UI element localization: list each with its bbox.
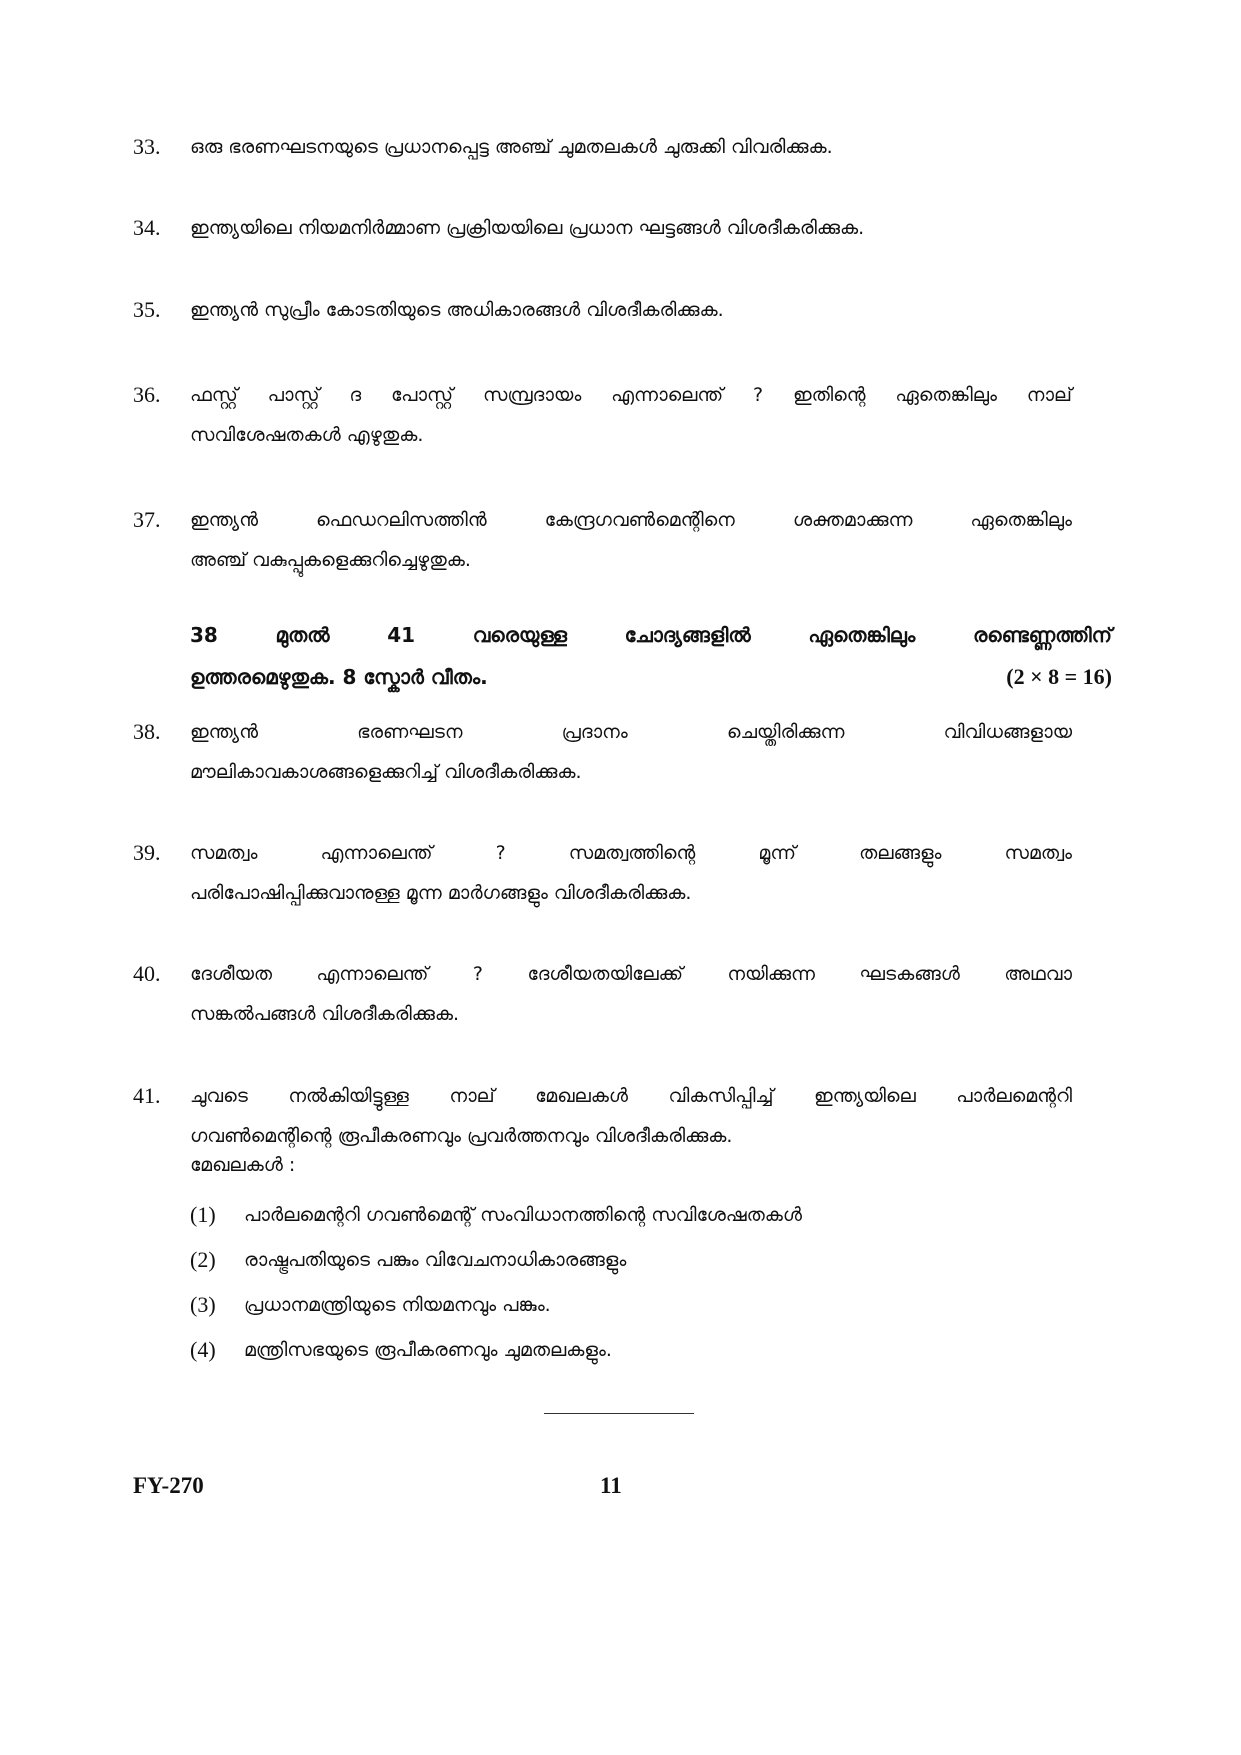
question-number: 36.	[133, 382, 161, 407]
paper-code: FY-270	[133, 1473, 204, 1498]
question-line: സവിശേഷതകൾ എഴുതുക.	[190, 424, 424, 446]
field-text: രാഷ്ട്രപതിയുടെ പങ്കും വിവേചനാധികാരങ്ങളും	[244, 1249, 627, 1271]
field-text: പ്രധാനമന്ത്രിയുടെ നിയമനവും പങ്കും.	[244, 1294, 551, 1316]
question-text	[190, 375, 1072, 455]
question-text	[190, 1076, 1072, 1156]
question-number: 41.	[133, 1083, 161, 1108]
field-number: (2)	[190, 1247, 216, 1272]
question-line: ഇന്ത്യൻ ഫെഡറലിസത്തിൻ കേന്ദ്രഗവൺമെന്റിനെ ശക്തമാക്കുന്ന ഏതെങ്കിലും	[190, 509, 1072, 531]
question-number: 38.	[133, 719, 161, 744]
question-text	[190, 833, 1072, 913]
question-line: ഗവൺമെന്റിന്റെ രൂപീകരണവും പ്രവർത്തനവും വിശദീകരിക്കുക.	[190, 1125, 733, 1147]
question-number: 39.	[133, 840, 161, 865]
fields-label: മേഖലകൾ :	[190, 1154, 296, 1176]
question-line: സമത്വം എന്നാലെന്ത് ? സമത്വത്തിന്റെ മൂന്ന് തലങ്ങളും സമത്വം	[190, 842, 1072, 864]
question-line: ഇന്ത്യൻ ഭരണഘടന പ്രദാനം ചെയ്തിരിക്കുന്ന വിവിധങ്ങളായ	[190, 721, 1072, 743]
question-text	[190, 954, 1072, 1034]
question-number: 35.	[133, 297, 161, 322]
field-number: (1)	[190, 1202, 216, 1227]
question-line: ഒരു ഭരണഘടനയുടെ പ്രധാനപ്പെട്ട അഞ്ച് ചുമതലകൾ ചുരുക്കി വിവരിക്കുക.	[190, 136, 833, 158]
question-text	[190, 500, 1072, 580]
question-text	[190, 712, 1072, 792]
field-text: പാർലമെന്ററി ഗവൺമെന്റ് സംവിധാനത്തിന്റെ സവിശേഷതകൾ	[244, 1204, 802, 1226]
instruction-line-1: 38 മുതൽ 41 വരെയുള്ള ചോദ്യങ്ങളിൽ ഏതെങ്കിലും രണ്ടെണ്ണത്തിന്	[190, 623, 1112, 647]
question-number: 37.	[133, 507, 161, 532]
section-instruction	[190, 614, 1112, 698]
instruction-line-2: ഉത്തരമെഴുതുക. 8 സ്കോർ വീതം.	[190, 665, 488, 689]
field-number: (4)	[190, 1337, 216, 1362]
question-line: സങ്കൽപങ്ങൾ വിശദീകരിക്കുക.	[190, 1003, 459, 1025]
question-line: ഇന്ത്യൻ സുപ്രീം കോടതിയുടെ അധികാരങ്ങൾ വിശദീകരിക്കുക.	[190, 299, 724, 321]
question-text	[190, 127, 1072, 167]
question-line: ഇന്ത്യയിലെ നിയമനിർമ്മാണ പ്രക്രിയയിലെ പ്രധാന ഘട്ടങ്ങൾ വിശദീകരിക്കുക.	[190, 217, 865, 239]
question-line: മൗലികാവകാശങ്ങളെക്കുറിച്ച് വിശദീകരിക്കുക.	[190, 761, 582, 783]
question-line: പരിപോഷിപ്പിക്കുവാനുള്ള മൂന്ന മാർഗങ്ങളും വിശദീകരിക്കുക.	[190, 882, 692, 904]
end-rule	[544, 1413, 694, 1414]
question-line: ഫസ്റ്റ് പാസ്റ്റ് ദ പോസ്റ്റ് സമ്പ്രദായം എന്നാലെന്ത് ? ഇതിന്റെ ഏതെങ്കിലും നാല്	[190, 384, 1072, 406]
instruction-row-2	[190, 656, 1112, 698]
field-text: മന്ത്രിസഭയുടെ രൂപീകരണവും ചുമതലകളും.	[244, 1339, 612, 1361]
question-line: ചുവടെ നൽകിയിട്ടുള്ള നാല് മേഖലകൾ വികസിപ്പിച്ച് ഇന്ത്യയിലെ പാർലമെന്ററി	[190, 1085, 1072, 1107]
marks-allocation: (2 × 8 = 16)	[1006, 664, 1112, 689]
field-number: (3)	[190, 1292, 216, 1317]
question-text	[190, 208, 1072, 248]
question-line: അഞ്ച് വകുപ്പുകളെക്കുറിച്ചെഴുതുക.	[190, 549, 471, 571]
question-line: ദേശീയത എന്നാലെന്ത് ? ദേശീയതയിലേക്ക് നയിക്കുന്ന ഘടകങ്ങൾ അഥവാ	[190, 963, 1072, 985]
question-number: 40.	[133, 961, 161, 986]
question-number: 33.	[133, 134, 161, 159]
question-number: 34.	[133, 215, 161, 240]
page-number: 11	[600, 1473, 622, 1498]
question-text	[190, 290, 1072, 330]
